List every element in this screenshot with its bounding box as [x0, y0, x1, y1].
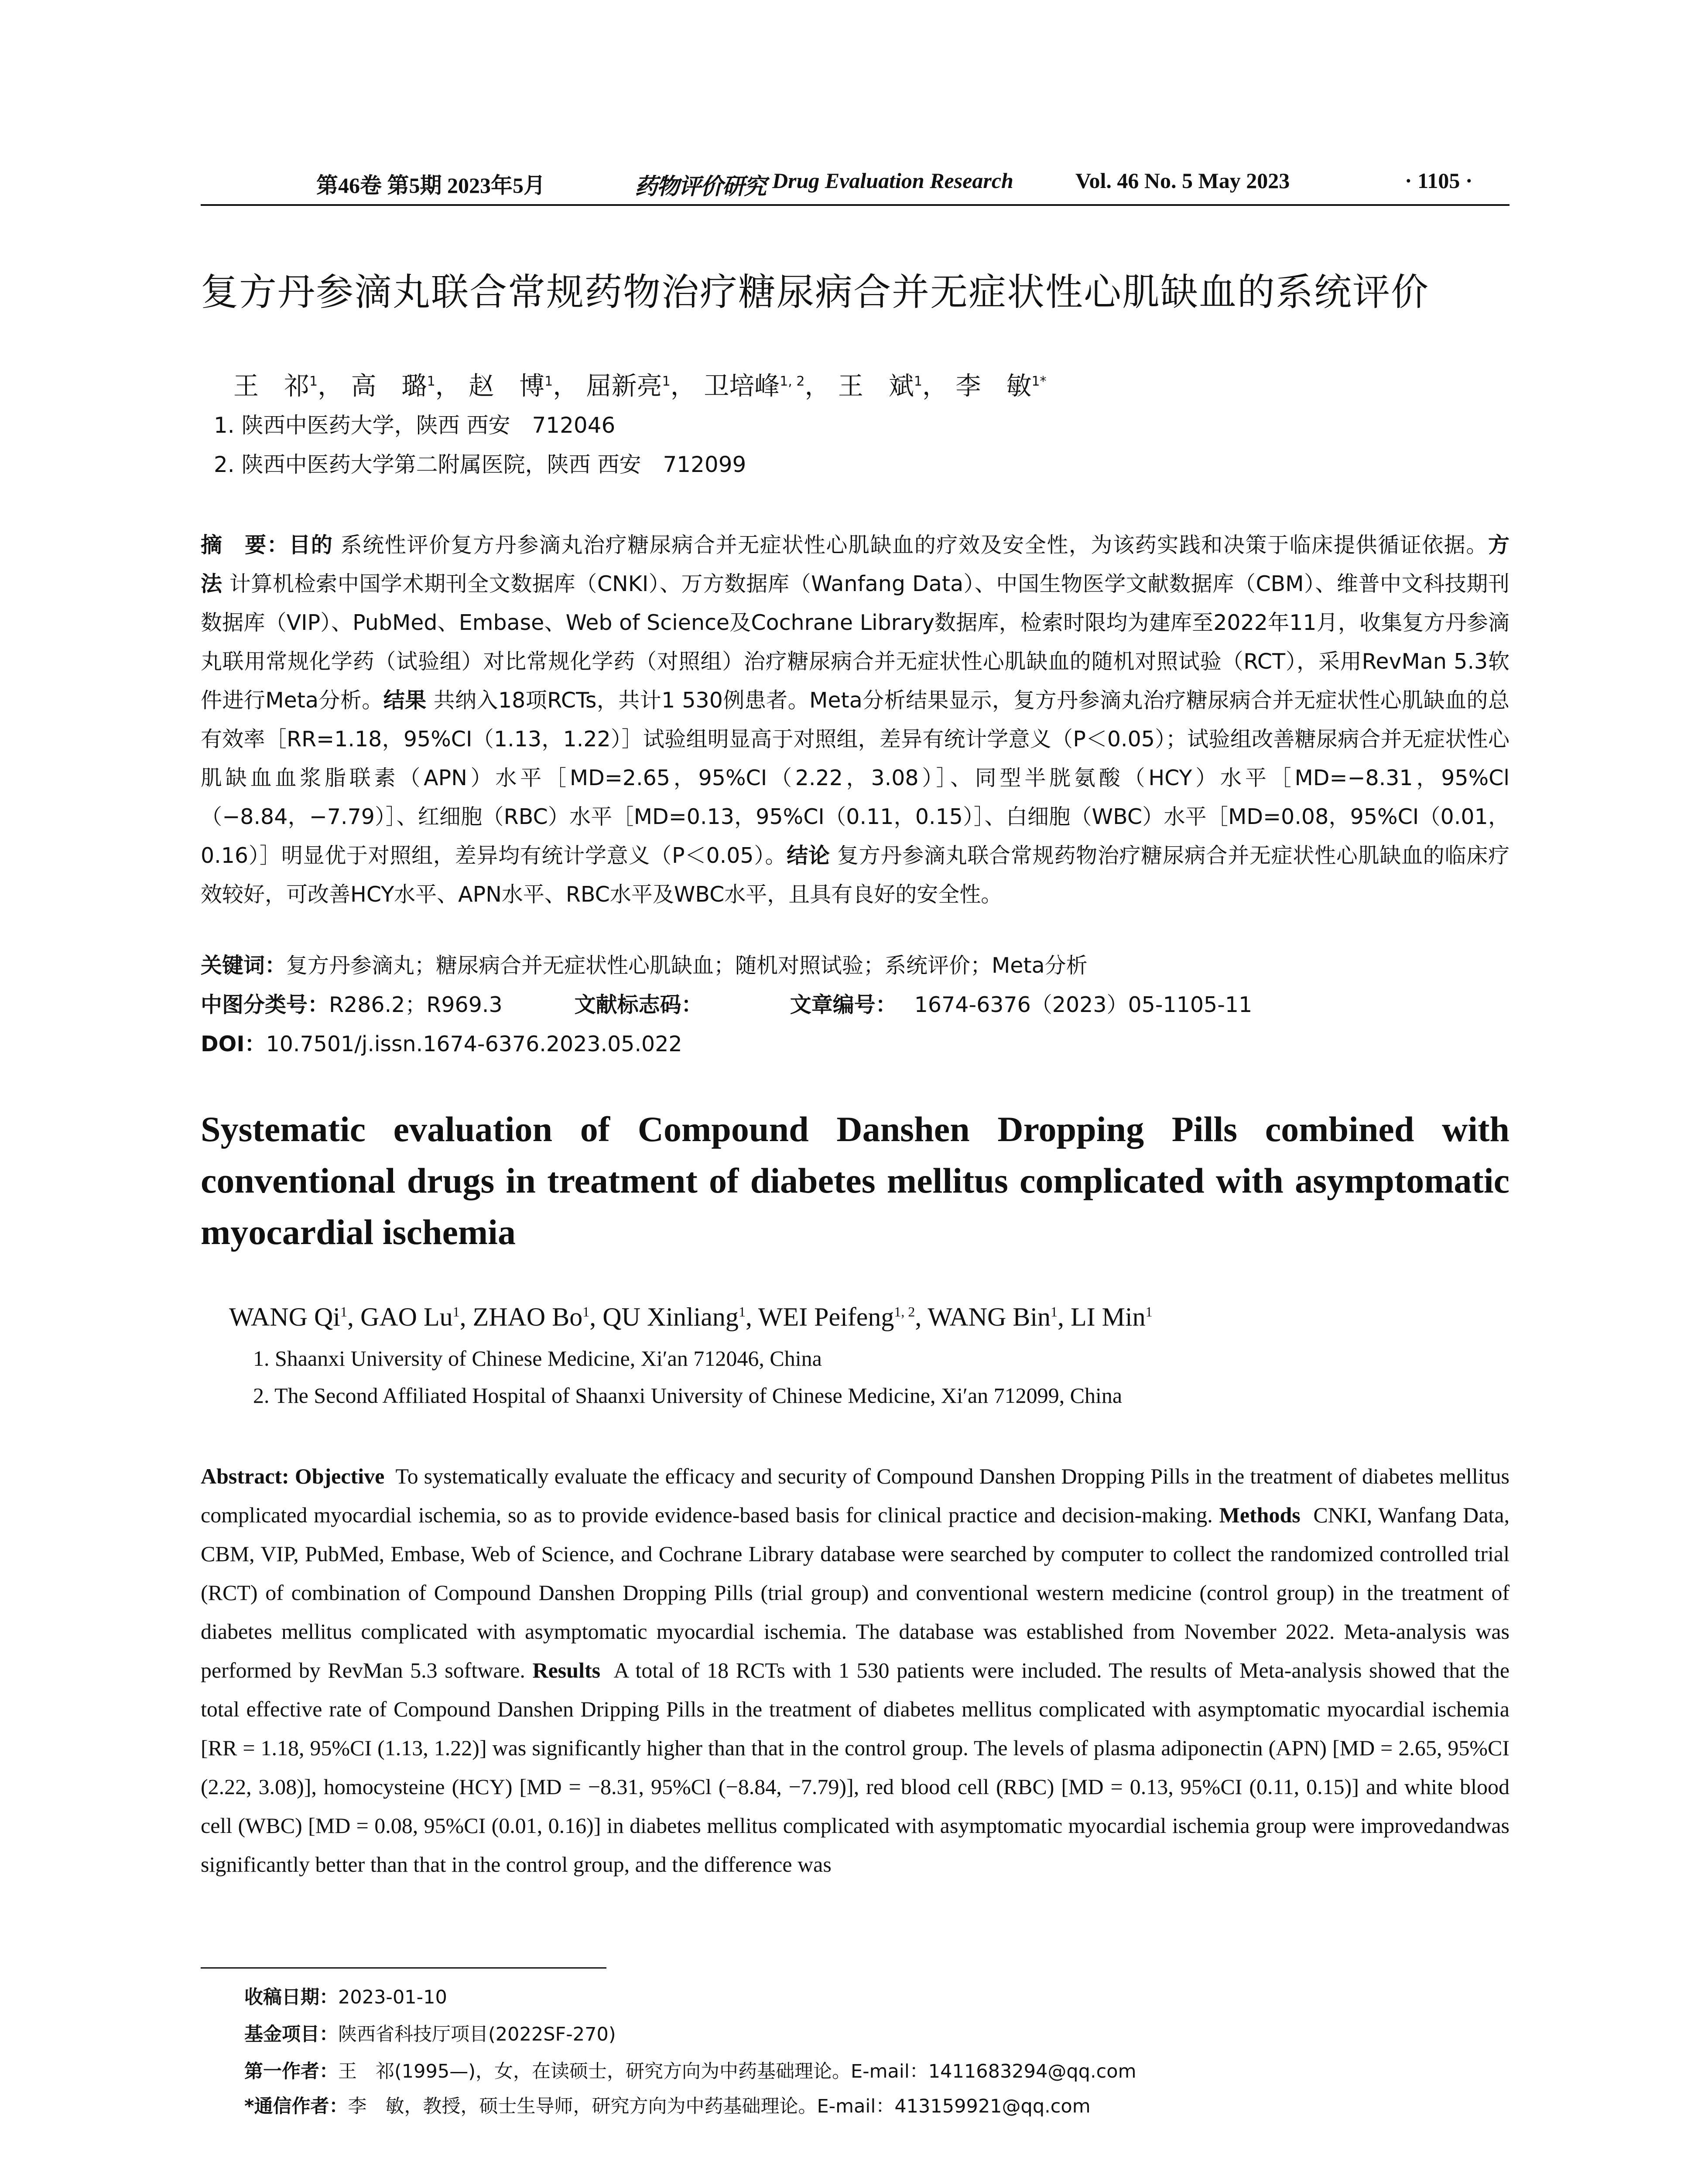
footnote-label: 第一作者： — [244, 2061, 338, 2082]
clc-label: 中图分类号： — [201, 992, 329, 1017]
author-sup: 1, 2 — [780, 374, 805, 389]
author: 卫培峰 — [704, 371, 780, 401]
footnote-text: 王 祁(1995—)，女，在读硕士，研究方向为中药基础理论。E-mail：1411683294@qq.com — [338, 2061, 1136, 2082]
en-objective-label: Objective — [294, 1464, 385, 1488]
author: WANG Bin — [928, 1302, 1051, 1331]
en-abstract — [201, 1457, 1509, 1941]
zh-conclusion-label: 结论 — [787, 843, 830, 868]
en-title: Systematic evaluation of Compound Danshen Dropping Pills combined with conventional drugs in treatment of diabetes mellitus complicated with asymptomatic myocardial ischemia — [201, 1109, 1509, 1252]
author-sup: 1 — [544, 374, 553, 389]
zh-affiliation-2: 2. 陕西中医药大学第二附属医院，陕西 西安 712099 — [214, 452, 746, 477]
header-page-number: · 1105 · — [1405, 168, 1473, 193]
clc-value: R286.2；R969.3 — [329, 992, 503, 1017]
zh-methods-label: 方法 — [201, 533, 1509, 596]
zh-keywords — [201, 949, 1088, 979]
author: WEI Peifeng — [758, 1302, 894, 1331]
en-objective-text: To systematically evaluate the efficacy and security of Compound Danshen Dropping Pills in the treatment of diabetes mellitus complicated myocardial ischemia, so as to provide evidence-based basis for clinical practice and decision-making. — [201, 1464, 1509, 1527]
author-sup: 1, 2 — [894, 1304, 915, 1320]
keywords-text: 复方丹参滴丸；糖尿病合并无症状性心肌缺血；随机对照试验；系统评价；Meta分析 — [286, 953, 1088, 978]
author: 王 祁 — [233, 371, 310, 401]
footnote-label: 收稿日期： — [244, 1986, 338, 2008]
keywords-label: 关键词： — [201, 953, 287, 978]
author: ZHAO Bo — [472, 1302, 583, 1331]
zh-abstract-label: 摘 要： — [201, 533, 289, 557]
zh-abstract — [201, 526, 1509, 953]
author: WANG Qi — [229, 1302, 340, 1331]
footnote-text: 李 敏，教授，硕士生导师，研究方向为中药基础理论。E-mail：413159921@qq.com — [348, 2096, 1091, 2117]
zh-methods-text: 计算机检索中国学术期刊全文数据库（CNKI）、万方数据库（Wanfang Data）、中国生物医学文献数据库（CBM）、维普中文科技期刊数据库（VIP）、PubMed、Embase、Web of Science及Cochrane Library数据库，检索时限均为建库至2022年11月，收集复方丹参滴丸联用常规化学药（试验组）对比常规化学药（对照组）治疗糖尿病合并无症状性心肌缺血的随机对照试验（RCT），采用RevMan 5.3软件进行Meta分析。 — [201, 571, 1509, 713]
footnote-rule — [201, 1967, 606, 1969]
footnote-fund — [244, 2020, 616, 2046]
en-results-text: A total of 18 RCTs with 1 530 patients were included. The results of Meta-analysis showed that the total effective rate of Compound Danshen Dripping Pills in the treatment of diabetes mellitus complicated with asymptomatic myocardial ischemia [RR = 1.18, 95%CI (1.13, 1.22)] was significantly higher than that in the control group. The levels of plasma adiponectin (APN) [MD = 2.65, 95%CI (2.22, 3.08)], homocysteine (HCY) [MD = −8.31, 95%Cl (−8.84, −7.79)], red blood cell (RBC) [MD = 0.13, 95%CI (0.11, 0.15)] and white blood cell (WBC) [MD = 0.08, 95%CI (0.01, 0.16)] in diabetes mellitus complicated with asymptomatic myocardial ischemia group were improvedandwas significantly better than that in the control group, and the difference was — [201, 1658, 1509, 1877]
author-sup: 1 — [427, 374, 435, 389]
en-results-label: Results — [532, 1658, 601, 1682]
zh-objective-text: 系统性评价复方丹参滴丸治疗糖尿病合并无症状性心肌缺血的疗效及安全性，为该药实践和决策于临床提供循证依据。 — [340, 533, 1488, 557]
doc-code-label: 文献标志码： — [574, 992, 703, 1017]
footnote-first-author — [244, 2057, 1136, 2083]
author-sup: 1 — [1145, 1304, 1153, 1320]
zh-authors: 王 祁$^1$， 高 璐$^1$， 赵 博$^1$， 屈新亮$^1$， 卫培峰$^{1, 2}$， 王 斌$^1$， 李 敏$^{1*}$ — [233, 371, 1047, 401]
author-sup: 1 — [309, 374, 318, 389]
zh-objective-label: 目的 — [289, 533, 333, 557]
author: 赵 博 — [469, 371, 545, 401]
header-volume: Vol. 46 No. 5 May 2023 — [1075, 168, 1290, 193]
zh-title: 复方丹参滴丸联合常规药物治疗糖尿病合并无症状性心肌缺血的系统评价 — [201, 270, 1429, 314]
footnote-text: 陕西省科技厅项目(2022SF-270) — [338, 2024, 616, 2045]
en-authors: WANG Qi$^1$, GAO Lu$^1$, ZHAO Bo$^1$, QU Xinliang$^1$, WEI Peifeng$^{1, 2}$, WANG Bin$^1$, LI Min$^1$ — [229, 1302, 1153, 1331]
zh-doi — [201, 1027, 682, 1058]
author: LI Min — [1071, 1302, 1146, 1331]
author-sup: 1 — [1051, 1304, 1058, 1320]
footnote-label: *通信作者： — [244, 2096, 348, 2117]
doi-value: 10.7501/j.issn.1674-6376.2023.05.022 — [266, 1032, 682, 1056]
article-no-value: 1674-6376（2023）05-1105-11 — [914, 992, 1253, 1017]
author: 王 斌 — [838, 371, 914, 401]
zh-classification — [201, 988, 1252, 1019]
zh-conclusion-text: 复方丹参滴丸联合常规药物治疗糖尿病合并无症状性心肌缺血的临床疗效较好，可改善HCY水平、APN水平、RBC水平及WBC水平，且具有良好的安全性。 — [201, 843, 1509, 907]
author-sup: 1 — [738, 1304, 746, 1320]
author-sup: 1 — [662, 374, 671, 389]
author-sup: 1* — [1031, 374, 1047, 389]
article-no-label: 文章编号： — [790, 992, 897, 1017]
author-sup: 1 — [914, 374, 922, 389]
doi-label: DOI： — [201, 1032, 266, 1056]
header-issue: 第46卷 第5期 2023年5月 — [316, 173, 545, 198]
journal-logo-cn: 药物评价研究 — [635, 173, 766, 200]
zh-results-text: 共纳入18项RCTs，共计1 530例患者。Meta分析结果显示，复方丹参滴丸治疗糖尿病合并无症状性心肌缺血的总有效率［RR=1.18，95%CI（1.13，1.22）］试验组明显高于对照组，差异有统计学意义（P＜0.05）；试验组改善糖尿病合并无症状性心肌缺血血浆脂联素（APN）水平［MD=2.65，95%CI（2.22，3.08）］、同型半胱氨酸（HCY）水平［MD=−8.31，95%Cl（−8.84，−7.79）］、红细胞（RBC）水平［MD=0.13，95%CI（0.11，0.15）］、白细胞（WBC）水平［MD=0.08，95%CI（0.01，0.16）］明显优于对照组，差异均有统计学意义（P＜0.05）。 — [201, 688, 1509, 868]
en-affiliation-1: 1. Shaanxi University of Chinese Medicine, Xi′an 712046, China — [253, 1346, 822, 1371]
author-sup: 1 — [582, 1304, 590, 1320]
footnote-corresponding — [244, 2092, 1091, 2118]
author-sup: 1 — [452, 1304, 460, 1320]
en-abstract-label: Abstract: — [201, 1464, 289, 1488]
zh-affiliation-1: 1. 陕西中医药大学，陕西 西安 712046 — [214, 413, 616, 438]
header-journal-en: Drug Evaluation Research — [772, 168, 1013, 193]
author: 屈新亮 — [586, 371, 662, 401]
author: GAO Lu — [360, 1302, 453, 1331]
en-methods-text: CNKI, Wanfang Data, CBM, VIP, PubMed, Embase, Web of Science, and Cochrane Library database were searched by computer to collect the randomized controlled trial (RCT) of combination of Compound Danshen Dropping Pills (trial group) and conventional western medicine (control group) in the treatment of diabetes mellitus complicated with asymptomatic myocardial ischemia. The database was established from November 2022. Meta-analysis was performed by RevMan 5.3 software. — [201, 1503, 1509, 1682]
author: QU Xinliang — [602, 1302, 739, 1331]
header-rule — [201, 204, 1509, 206]
author-sup: 1 — [340, 1304, 347, 1320]
author: 李 敏 — [955, 371, 1032, 401]
en-methods-label: Methods — [1219, 1503, 1301, 1527]
author: 高 璐 — [351, 371, 427, 401]
zh-results-label: 结果 — [383, 688, 427, 713]
running-header — [201, 168, 1509, 198]
footnote-text: 2023-01-10 — [338, 1986, 447, 2008]
footnote-label: 基金项目： — [244, 2024, 338, 2045]
footnote-received — [244, 1983, 447, 2009]
en-affiliation-2: 2. The Second Affiliated Hospital of Shaanxi University of Chinese Medicine, Xi′an 712099, China — [253, 1383, 1123, 1408]
